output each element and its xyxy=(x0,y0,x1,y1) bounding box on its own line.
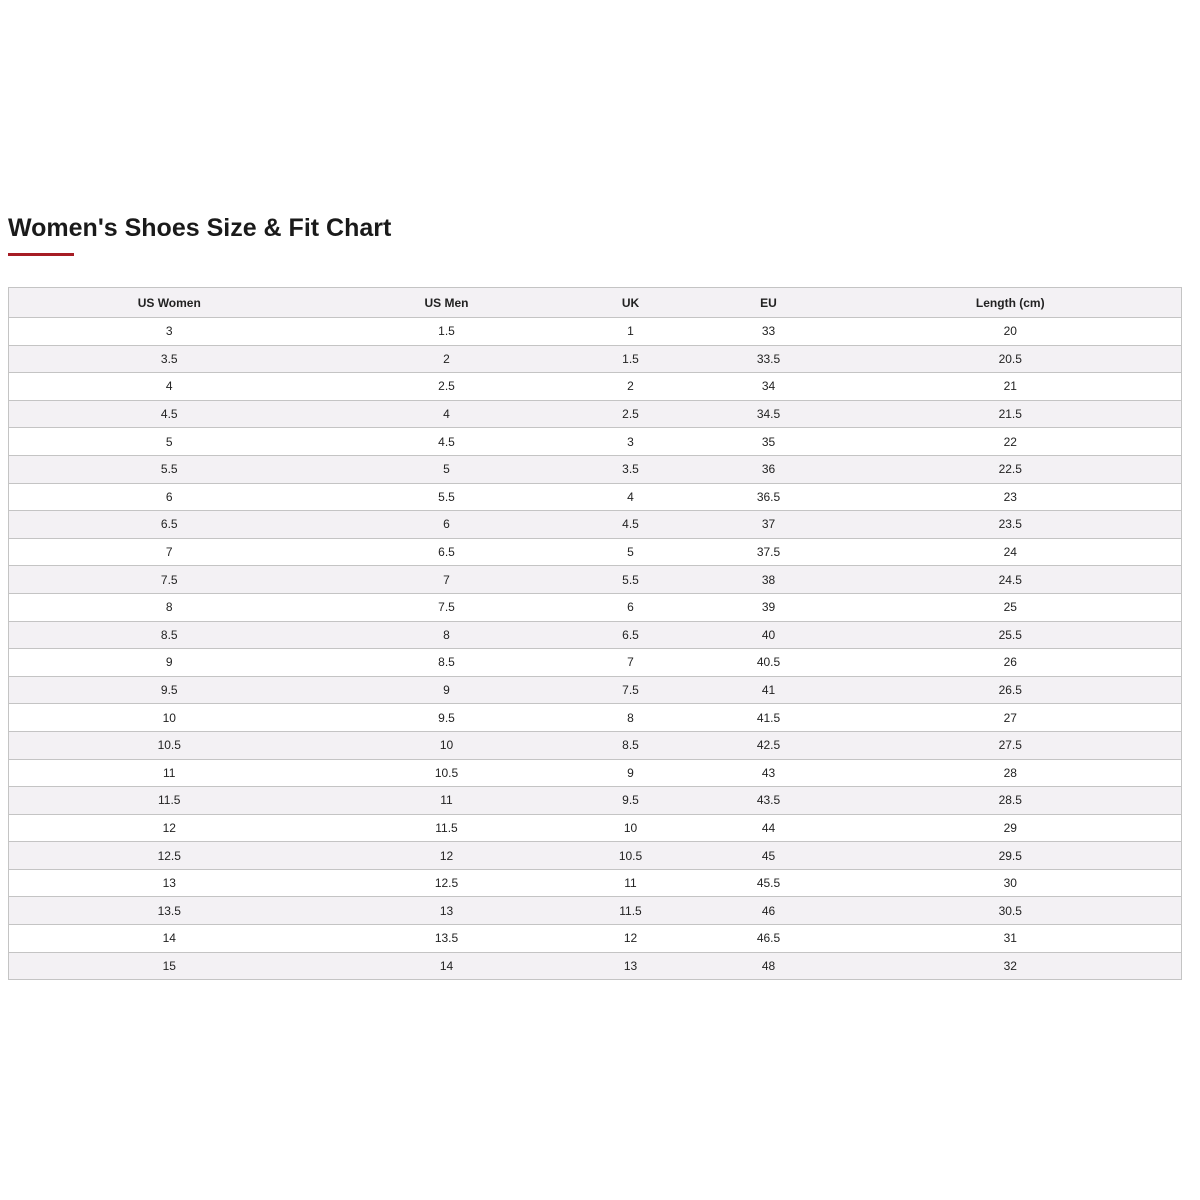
title-underline xyxy=(8,253,74,256)
cell-us-women: 5 xyxy=(9,428,330,456)
cell-length-cm: 25 xyxy=(840,593,1182,621)
table-row xyxy=(9,649,1182,677)
cell-uk: 1.5 xyxy=(564,345,698,373)
cell-length-cm: 27.5 xyxy=(840,731,1182,759)
cell-length-cm: 29.5 xyxy=(840,842,1182,870)
cell-us-men: 9 xyxy=(330,676,564,704)
header-uk: UK xyxy=(564,288,698,318)
cell-us-men: 4 xyxy=(330,400,564,428)
cell-length-cm: 26 xyxy=(840,649,1182,677)
size-chart-table xyxy=(8,287,1182,980)
cell-uk: 10 xyxy=(564,814,698,842)
table-row xyxy=(9,731,1182,759)
cell-uk: 11.5 xyxy=(564,897,698,925)
cell-us-men: 7 xyxy=(330,566,564,594)
cell-us-men: 11 xyxy=(330,787,564,815)
cell-uk: 13 xyxy=(564,952,698,980)
table-row xyxy=(9,925,1182,953)
cell-us-men: 12 xyxy=(330,842,564,870)
cell-length-cm: 30 xyxy=(840,869,1182,897)
table-row xyxy=(9,566,1182,594)
cell-length-cm: 28.5 xyxy=(840,787,1182,815)
table-row xyxy=(9,621,1182,649)
cell-uk: 6 xyxy=(564,593,698,621)
header-eu: EU xyxy=(698,288,840,318)
cell-us-women: 11 xyxy=(9,759,330,787)
cell-us-women: 7.5 xyxy=(9,566,330,594)
table-row xyxy=(9,897,1182,925)
cell-eu: 45 xyxy=(698,842,840,870)
cell-eu: 41.5 xyxy=(698,704,840,732)
cell-us-men: 8.5 xyxy=(330,649,564,677)
cell-eu: 45.5 xyxy=(698,869,840,897)
cell-us-men: 13.5 xyxy=(330,925,564,953)
cell-uk: 4.5 xyxy=(564,511,698,539)
header-row xyxy=(9,288,1182,318)
cell-uk: 10.5 xyxy=(564,842,698,870)
cell-uk: 6.5 xyxy=(564,621,698,649)
cell-us-men: 5.5 xyxy=(330,483,564,511)
cell-eu: 46 xyxy=(698,897,840,925)
cell-eu: 39 xyxy=(698,593,840,621)
cell-us-women: 10 xyxy=(9,704,330,732)
cell-us-women: 7 xyxy=(9,538,330,566)
cell-us-women: 4 xyxy=(9,373,330,401)
cell-us-men: 8 xyxy=(330,621,564,649)
cell-length-cm: 22 xyxy=(840,428,1182,456)
cell-length-cm: 23.5 xyxy=(840,511,1182,539)
cell-uk: 7 xyxy=(564,649,698,677)
cell-length-cm: 24 xyxy=(840,538,1182,566)
cell-eu: 38 xyxy=(698,566,840,594)
cell-length-cm: 30.5 xyxy=(840,897,1182,925)
cell-us-women: 5.5 xyxy=(9,455,330,483)
cell-eu: 40.5 xyxy=(698,649,840,677)
cell-us-women: 3.5 xyxy=(9,345,330,373)
cell-us-women: 8.5 xyxy=(9,621,330,649)
cell-us-men: 2.5 xyxy=(330,373,564,401)
cell-us-women: 11.5 xyxy=(9,787,330,815)
cell-us-men: 1.5 xyxy=(330,318,564,346)
cell-length-cm: 25.5 xyxy=(840,621,1182,649)
cell-eu: 37.5 xyxy=(698,538,840,566)
cell-length-cm: 22.5 xyxy=(840,455,1182,483)
cell-length-cm: 21 xyxy=(840,373,1182,401)
table-body xyxy=(9,318,1182,980)
cell-eu: 33.5 xyxy=(698,345,840,373)
cell-uk: 12 xyxy=(564,925,698,953)
cell-us-women: 10.5 xyxy=(9,731,330,759)
cell-us-women: 9 xyxy=(9,649,330,677)
table-row xyxy=(9,455,1182,483)
cell-uk: 3.5 xyxy=(564,455,698,483)
cell-us-women: 13.5 xyxy=(9,897,330,925)
cell-length-cm: 21.5 xyxy=(840,400,1182,428)
cell-us-men: 13 xyxy=(330,897,564,925)
cell-uk: 2 xyxy=(564,373,698,401)
table-row xyxy=(9,593,1182,621)
cell-eu: 34.5 xyxy=(698,400,840,428)
cell-eu: 42.5 xyxy=(698,731,840,759)
cell-eu: 43 xyxy=(698,759,840,787)
cell-us-women: 8 xyxy=(9,593,330,621)
cell-uk: 5 xyxy=(564,538,698,566)
table-row xyxy=(9,428,1182,456)
table-row xyxy=(9,483,1182,511)
cell-uk: 3 xyxy=(564,428,698,456)
table-row xyxy=(9,952,1182,980)
cell-eu: 48 xyxy=(698,952,840,980)
cell-uk: 11 xyxy=(564,869,698,897)
cell-length-cm: 28 xyxy=(840,759,1182,787)
cell-us-men: 10 xyxy=(330,731,564,759)
cell-uk: 5.5 xyxy=(564,566,698,594)
cell-us-women: 12.5 xyxy=(9,842,330,870)
header-us-women: US Women xyxy=(9,288,330,318)
cell-us-women: 13 xyxy=(9,869,330,897)
table-row xyxy=(9,869,1182,897)
cell-us-women: 4.5 xyxy=(9,400,330,428)
cell-eu: 44 xyxy=(698,814,840,842)
cell-eu: 36 xyxy=(698,455,840,483)
table-row xyxy=(9,704,1182,732)
cell-us-men: 4.5 xyxy=(330,428,564,456)
cell-us-women: 9.5 xyxy=(9,676,330,704)
cell-uk: 7.5 xyxy=(564,676,698,704)
cell-us-men: 2 xyxy=(330,345,564,373)
cell-eu: 34 xyxy=(698,373,840,401)
cell-length-cm: 20 xyxy=(840,318,1182,346)
table-row xyxy=(9,318,1182,346)
cell-length-cm: 26.5 xyxy=(840,676,1182,704)
table-row xyxy=(9,759,1182,787)
cell-us-men: 10.5 xyxy=(330,759,564,787)
cell-us-women: 6.5 xyxy=(9,511,330,539)
cell-us-men: 5 xyxy=(330,455,564,483)
table-row xyxy=(9,787,1182,815)
cell-length-cm: 31 xyxy=(840,925,1182,953)
cell-us-men: 6.5 xyxy=(330,538,564,566)
cell-eu: 41 xyxy=(698,676,840,704)
cell-uk: 9 xyxy=(564,759,698,787)
cell-uk: 8 xyxy=(564,704,698,732)
cell-us-women: 3 xyxy=(9,318,330,346)
table-header xyxy=(9,288,1182,318)
table-row xyxy=(9,345,1182,373)
cell-us-men: 9.5 xyxy=(330,704,564,732)
cell-us-men: 14 xyxy=(330,952,564,980)
header-length-cm: Length (cm) xyxy=(840,288,1182,318)
cell-length-cm: 20.5 xyxy=(840,345,1182,373)
cell-us-men: 11.5 xyxy=(330,814,564,842)
cell-eu: 37 xyxy=(698,511,840,539)
table-row xyxy=(9,676,1182,704)
table-row xyxy=(9,842,1182,870)
cell-eu: 35 xyxy=(698,428,840,456)
cell-uk: 1 xyxy=(564,318,698,346)
cell-length-cm: 32 xyxy=(840,952,1182,980)
header-us-men: US Men xyxy=(330,288,564,318)
cell-us-women: 15 xyxy=(9,952,330,980)
cell-us-women: 6 xyxy=(9,483,330,511)
cell-us-men: 7.5 xyxy=(330,593,564,621)
cell-uk: 2.5 xyxy=(564,400,698,428)
cell-eu: 40 xyxy=(698,621,840,649)
cell-length-cm: 29 xyxy=(840,814,1182,842)
cell-eu: 43.5 xyxy=(698,787,840,815)
cell-us-women: 14 xyxy=(9,925,330,953)
cell-uk: 9.5 xyxy=(564,787,698,815)
page-title: Women's Shoes Size & Fit Chart xyxy=(8,214,392,242)
cell-length-cm: 27 xyxy=(840,704,1182,732)
cell-length-cm: 24.5 xyxy=(840,566,1182,594)
cell-eu: 33 xyxy=(698,318,840,346)
cell-eu: 46.5 xyxy=(698,925,840,953)
table-row xyxy=(9,400,1182,428)
cell-uk: 8.5 xyxy=(564,731,698,759)
table-row xyxy=(9,538,1182,566)
cell-us-men: 12.5 xyxy=(330,869,564,897)
cell-uk: 4 xyxy=(564,483,698,511)
cell-us-women: 12 xyxy=(9,814,330,842)
table-row xyxy=(9,373,1182,401)
table-row xyxy=(9,511,1182,539)
table-row xyxy=(9,814,1182,842)
cell-us-men: 6 xyxy=(330,511,564,539)
cell-eu: 36.5 xyxy=(698,483,840,511)
cell-length-cm: 23 xyxy=(840,483,1182,511)
